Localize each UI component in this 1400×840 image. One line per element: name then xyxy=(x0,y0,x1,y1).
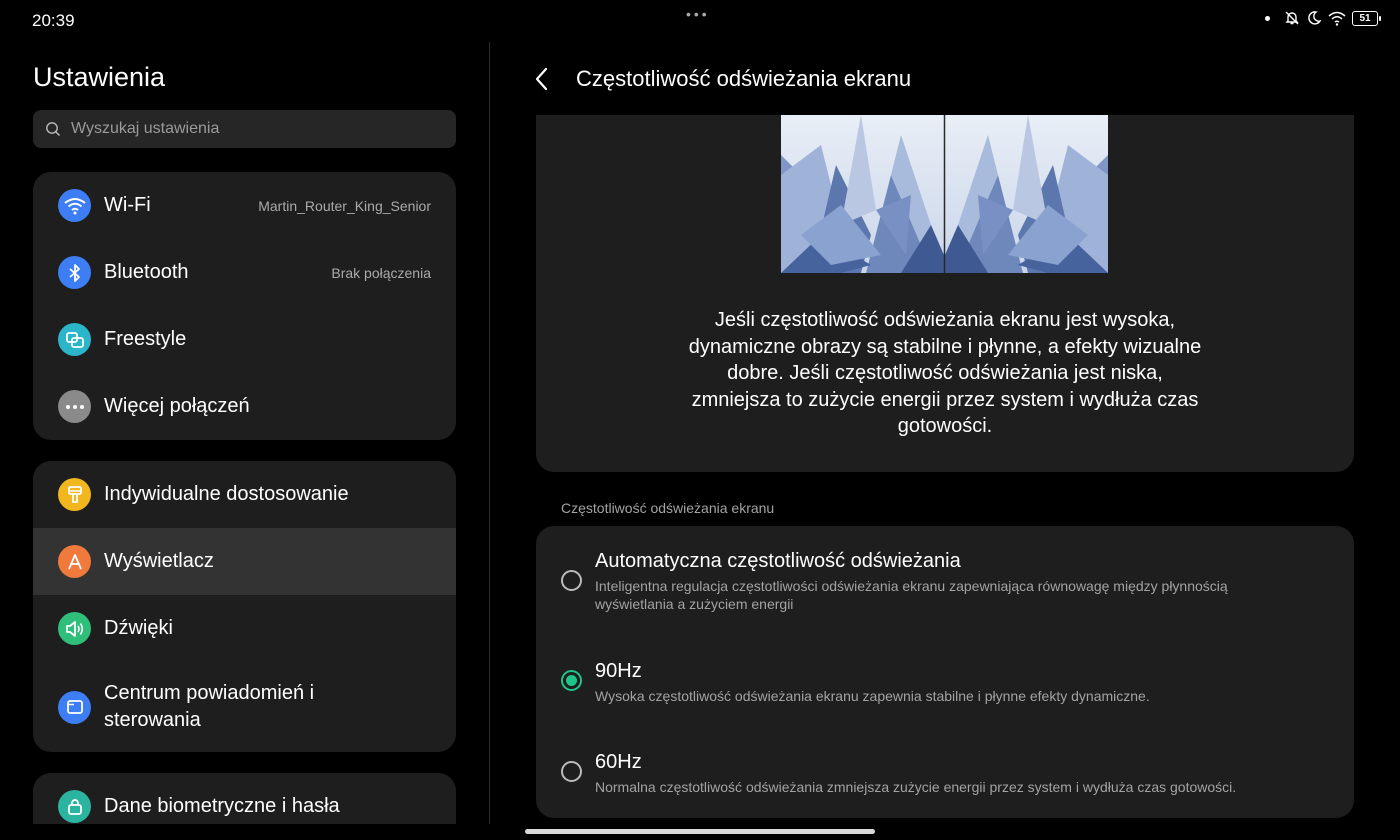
sidebar-item-more-connections[interactable] xyxy=(33,373,456,440)
speaker-icon xyxy=(58,612,91,645)
sidebar-item-label: Indywidualne dostosowanie xyxy=(104,483,349,505)
sidebar-item-sounds[interactable] xyxy=(33,595,456,662)
sidebar-item-label: Więcej połączeń xyxy=(104,395,250,417)
info-card xyxy=(536,115,1354,472)
radio-60hz[interactable] xyxy=(561,761,582,782)
option-title: 90Hz xyxy=(595,660,642,682)
sidebar-item-wifi[interactable] xyxy=(33,172,456,239)
refresh-rate-preview-image xyxy=(781,115,1108,273)
sidebar-item-label: Freestyle xyxy=(104,328,187,350)
panel-divider xyxy=(489,42,490,824)
search-icon xyxy=(45,121,61,137)
back-button[interactable] xyxy=(534,66,550,97)
sidebar-item-label: Dane biometryczne i hasła xyxy=(104,795,340,817)
brush-icon xyxy=(58,478,91,511)
option-auto[interactable] xyxy=(536,526,1354,636)
bluetooth-icon xyxy=(58,256,91,289)
sidebar-item-bluetooth[interactable] xyxy=(33,239,456,306)
option-title: 60Hz xyxy=(595,751,642,773)
status-icons xyxy=(1265,10,1378,26)
notification-icon xyxy=(58,691,91,724)
mute-bell-icon xyxy=(1284,10,1300,26)
option-90hz[interactable] xyxy=(536,636,1354,726)
battery-icon: 51 xyxy=(1352,11,1378,26)
display-a-icon xyxy=(58,545,91,578)
moon-icon xyxy=(1306,10,1322,26)
lock-icon xyxy=(58,790,91,823)
sidebar-item-biometrics[interactable] xyxy=(33,773,456,824)
sidebar-item-label: Centrum powiadomień i sterowania xyxy=(104,682,315,731)
sidebar-item-label: Bluetooth xyxy=(104,261,189,283)
option-desc: Wysoka częstotliwość odświeżania ekranu zapewnia stabilne i płynne efekty dynamiczne. xyxy=(595,688,1150,704)
wifi-network-name: Martin_Router_King_Senior xyxy=(258,197,431,214)
option-title: Automatyczna częstotliwość odświeżania xyxy=(595,550,961,572)
notification-dot-icon xyxy=(1265,16,1270,21)
sidebar-item-notification-center[interactable] xyxy=(33,662,456,752)
page-title: Częstotliwość odświeżania ekranu xyxy=(576,66,912,91)
freestyle-icon xyxy=(58,323,91,356)
option-desc: Inteligentna regulacja częstotliwości odświeżania ekranu zapewniająca równowagę między płynnością wyświetlania a zużyciem energii xyxy=(595,578,1228,612)
wifi-icon xyxy=(58,189,91,222)
sidebar-item-freestyle[interactable] xyxy=(33,306,456,373)
chevron-left-icon xyxy=(534,66,550,92)
sidebar-item-label: Wi-Fi xyxy=(104,194,151,216)
option-desc: Normalna częstotliwość odświeżania zmniejsza zużycie energii przez system i wydłuża czas gotowości. xyxy=(595,779,1237,795)
wifi-status-icon xyxy=(1328,10,1346,26)
section-label: Częstotliwość odświeżania ekranu xyxy=(561,500,775,516)
status-time: 20:39 xyxy=(32,11,75,30)
settings-title: Ustawienia xyxy=(33,62,166,92)
personalization-card xyxy=(33,461,456,752)
radio-90hz[interactable] xyxy=(561,670,582,691)
home-indicator[interactable] xyxy=(525,829,875,834)
search-input[interactable] xyxy=(33,110,456,148)
sidebar-item-display[interactable] xyxy=(33,528,456,595)
sidebar-item-personalization[interactable] xyxy=(33,461,456,528)
connections-card xyxy=(33,172,456,440)
security-card xyxy=(33,773,456,824)
multiwindow-dots-icon[interactable]: ••• xyxy=(686,6,710,22)
option-60hz[interactable] xyxy=(536,726,1354,818)
sidebar-item-label: Wyświetlacz xyxy=(104,550,214,572)
more-dots-icon xyxy=(58,390,91,423)
bluetooth-status: Brak połączenia xyxy=(331,264,431,281)
info-text: Jeśli częstotliwość odświeżania ekranu jest wysoka, dynamiczne obrazy są stabilne i płynne, a efekty wizualne dobre. Jeśli częstotliwość odświeżania jest niska, zmniejsza to zużycie energii przez system i wydłuża czas gotowości. xyxy=(688,309,1202,437)
search-placeholder: Wyszukaj ustawienia xyxy=(71,120,220,137)
refresh-rate-options xyxy=(536,526,1354,818)
radio-auto[interactable] xyxy=(561,570,582,591)
sidebar-item-label: Dźwięki xyxy=(104,617,173,639)
